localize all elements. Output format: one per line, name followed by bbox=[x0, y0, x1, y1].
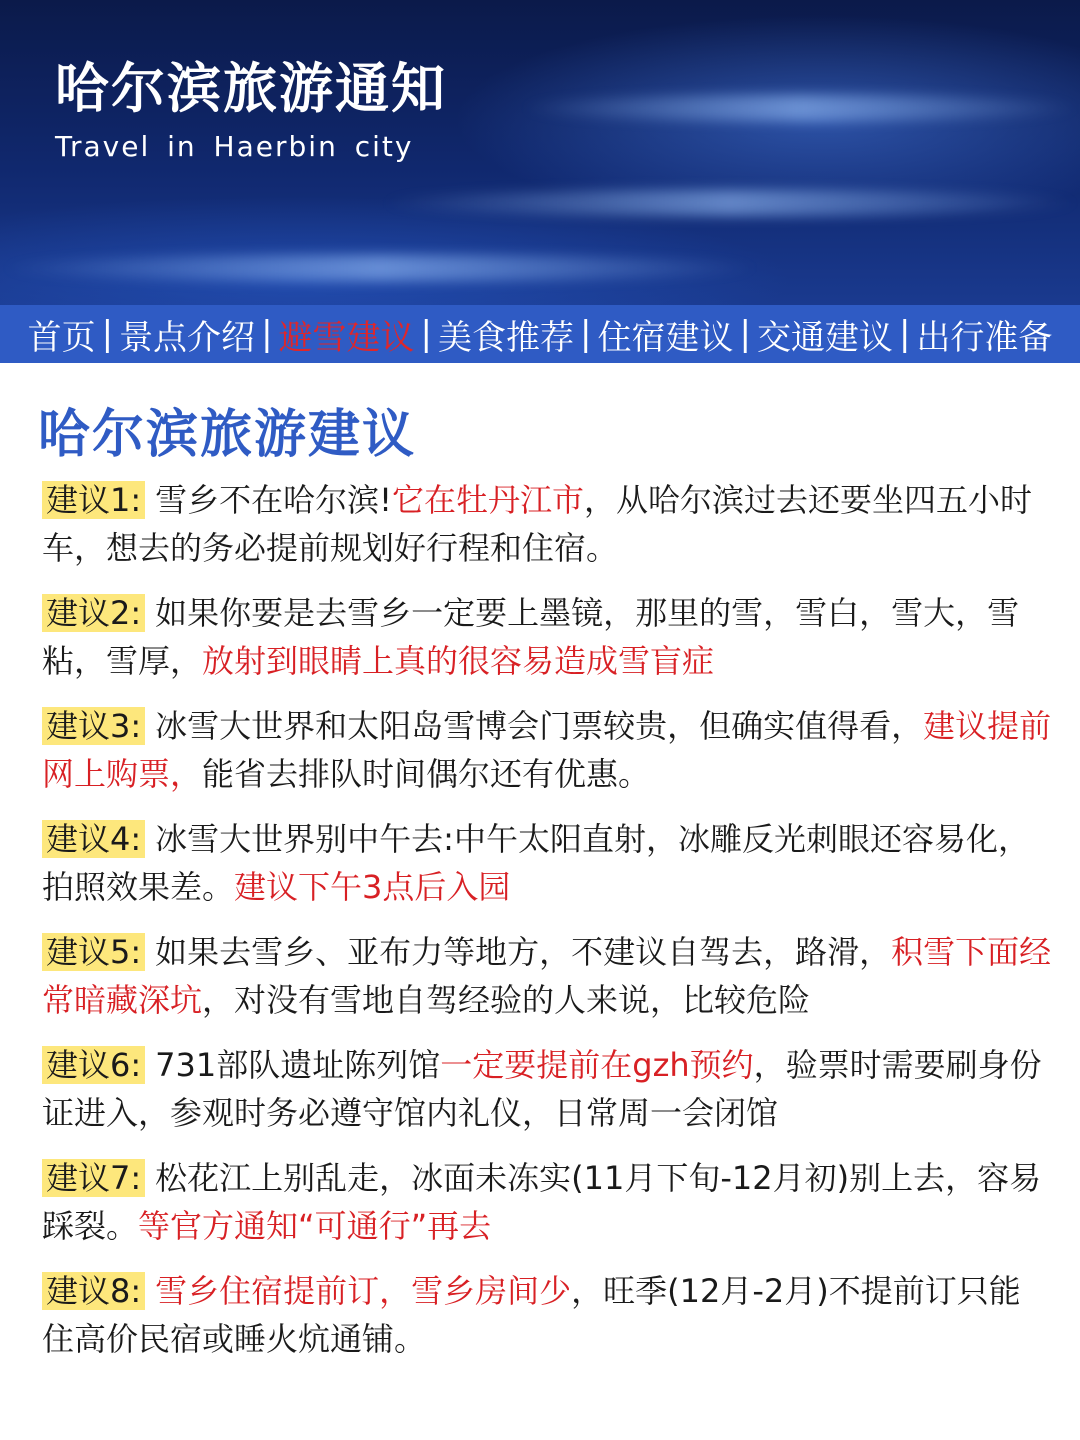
page-banner-subtitle: Travel in Haerbin city bbox=[55, 130, 414, 163]
tip-item bbox=[42, 928, 1052, 1024]
tip-text: ，验票时需要刷身份证进入，参观时务必遵守馆内礼仪，日常周一会闭馆 bbox=[42, 1046, 1042, 1132]
tip-item bbox=[42, 1154, 1052, 1250]
tip-item bbox=[42, 1267, 1052, 1363]
nav-item-7[interactable]: 出行准备 bbox=[916, 317, 1053, 358]
tip-highlight-text: 积雪下面经常暗藏深坑 bbox=[42, 933, 1052, 1019]
tip-text: ，旺季(12月-2月)不提前订只能住高价民宿或睡火炕通铺。 bbox=[42, 1272, 1021, 1358]
tip-label: 建议3: bbox=[42, 707, 145, 745]
light-streak bbox=[0, 255, 760, 281]
tip-item bbox=[42, 815, 1052, 911]
tip-text: 松花江上别乱走，冰面未冻实(11月下旬-12月初)别上去，容易踩裂。 bbox=[42, 1159, 1042, 1245]
tip-label: 建议2: bbox=[42, 594, 145, 632]
tip-text: ，从哈尔滨过去还要坐四五小时车，想去的务必提前规划好行程和住宿。 bbox=[42, 481, 1033, 567]
page-banner-title: 哈尔滨旅游通知 bbox=[55, 57, 447, 120]
top-nav bbox=[0, 305, 1080, 363]
tip-item bbox=[42, 702, 1052, 798]
tip-label: 建议6: bbox=[42, 1046, 145, 1084]
tip-highlight-text: 它在牡丹江市 bbox=[392, 481, 585, 519]
nav-item-6[interactable]: 交通建议 bbox=[756, 317, 893, 358]
tip-highlight-text: 建议提前网上购票， bbox=[42, 707, 1052, 793]
tip-highlight-text: 放射到眼睛上真的很容易造成雪盲症 bbox=[202, 642, 715, 680]
tip-highlight-text: 建议下午3点后入园 bbox=[234, 868, 511, 906]
tip-highlight-text: 等官方通知“可通行”再去 bbox=[138, 1207, 492, 1245]
tip-item bbox=[42, 1041, 1052, 1137]
light-streak bbox=[380, 190, 1080, 216]
tips-list bbox=[42, 476, 1052, 1380]
tip-text: 能省去排队时间偶尔还有优惠。 bbox=[202, 755, 651, 793]
tip-item bbox=[42, 476, 1052, 572]
tip-label: 建议1: bbox=[42, 481, 145, 519]
nav-item-3[interactable]: 避雪建议 bbox=[278, 317, 415, 358]
nav-separator: | bbox=[580, 314, 592, 354]
tip-label: 建议4: bbox=[42, 820, 145, 858]
nav-separator: | bbox=[739, 314, 751, 354]
nav-separator: | bbox=[898, 314, 911, 354]
tip-text: ，对没有雪地自驾经验的人来说，比较危险 bbox=[202, 981, 811, 1019]
nav-separator: | bbox=[261, 314, 273, 354]
nav-item-2[interactable]: 景点介绍 bbox=[119, 317, 256, 358]
tip-item bbox=[42, 589, 1052, 685]
tip-text: 如果你要是去雪乡一定要上墨镜，那里的雪，雪白，雪大，雪粘，雪厚， bbox=[42, 594, 1020, 680]
nav-item-4[interactable]: 美食推荐 bbox=[438, 317, 574, 358]
tip-text: 冰雪大世界别中午去:中午太阳直射，冰雕反光刺眼还容易化，拍照效果差。 bbox=[42, 820, 1030, 906]
tip-label: 建议8: bbox=[42, 1272, 145, 1310]
tip-label: 建议7: bbox=[42, 1159, 145, 1197]
nav-item-5[interactable]: 住宿建议 bbox=[597, 317, 734, 358]
header-banner bbox=[0, 0, 1080, 305]
tip-text: 冰雪大世界和太阳岛雪博会门票较贵，但确实值得看， bbox=[155, 707, 924, 745]
tip-highlight-text: 一定要提前在gzh预约 bbox=[440, 1046, 754, 1084]
nav-separator: | bbox=[420, 314, 432, 354]
page-title: 哈尔滨旅游建议 bbox=[38, 405, 417, 465]
nav-separator: | bbox=[101, 314, 114, 354]
tip-text: 雪乡不在哈尔滨! bbox=[155, 481, 392, 519]
tip-text: 如果去雪乡、亚布力等地方，不建议自驾去，路滑， bbox=[155, 933, 892, 971]
tip-text: 731部队遗址陈列馆 bbox=[155, 1046, 441, 1084]
light-streak bbox=[520, 95, 1080, 121]
tip-label: 建议5: bbox=[42, 933, 145, 971]
nav-item-1[interactable]: 首页 bbox=[27, 317, 96, 358]
tip-highlight-text: 雪乡住宿提前订，雪乡房间少 bbox=[155, 1272, 572, 1310]
